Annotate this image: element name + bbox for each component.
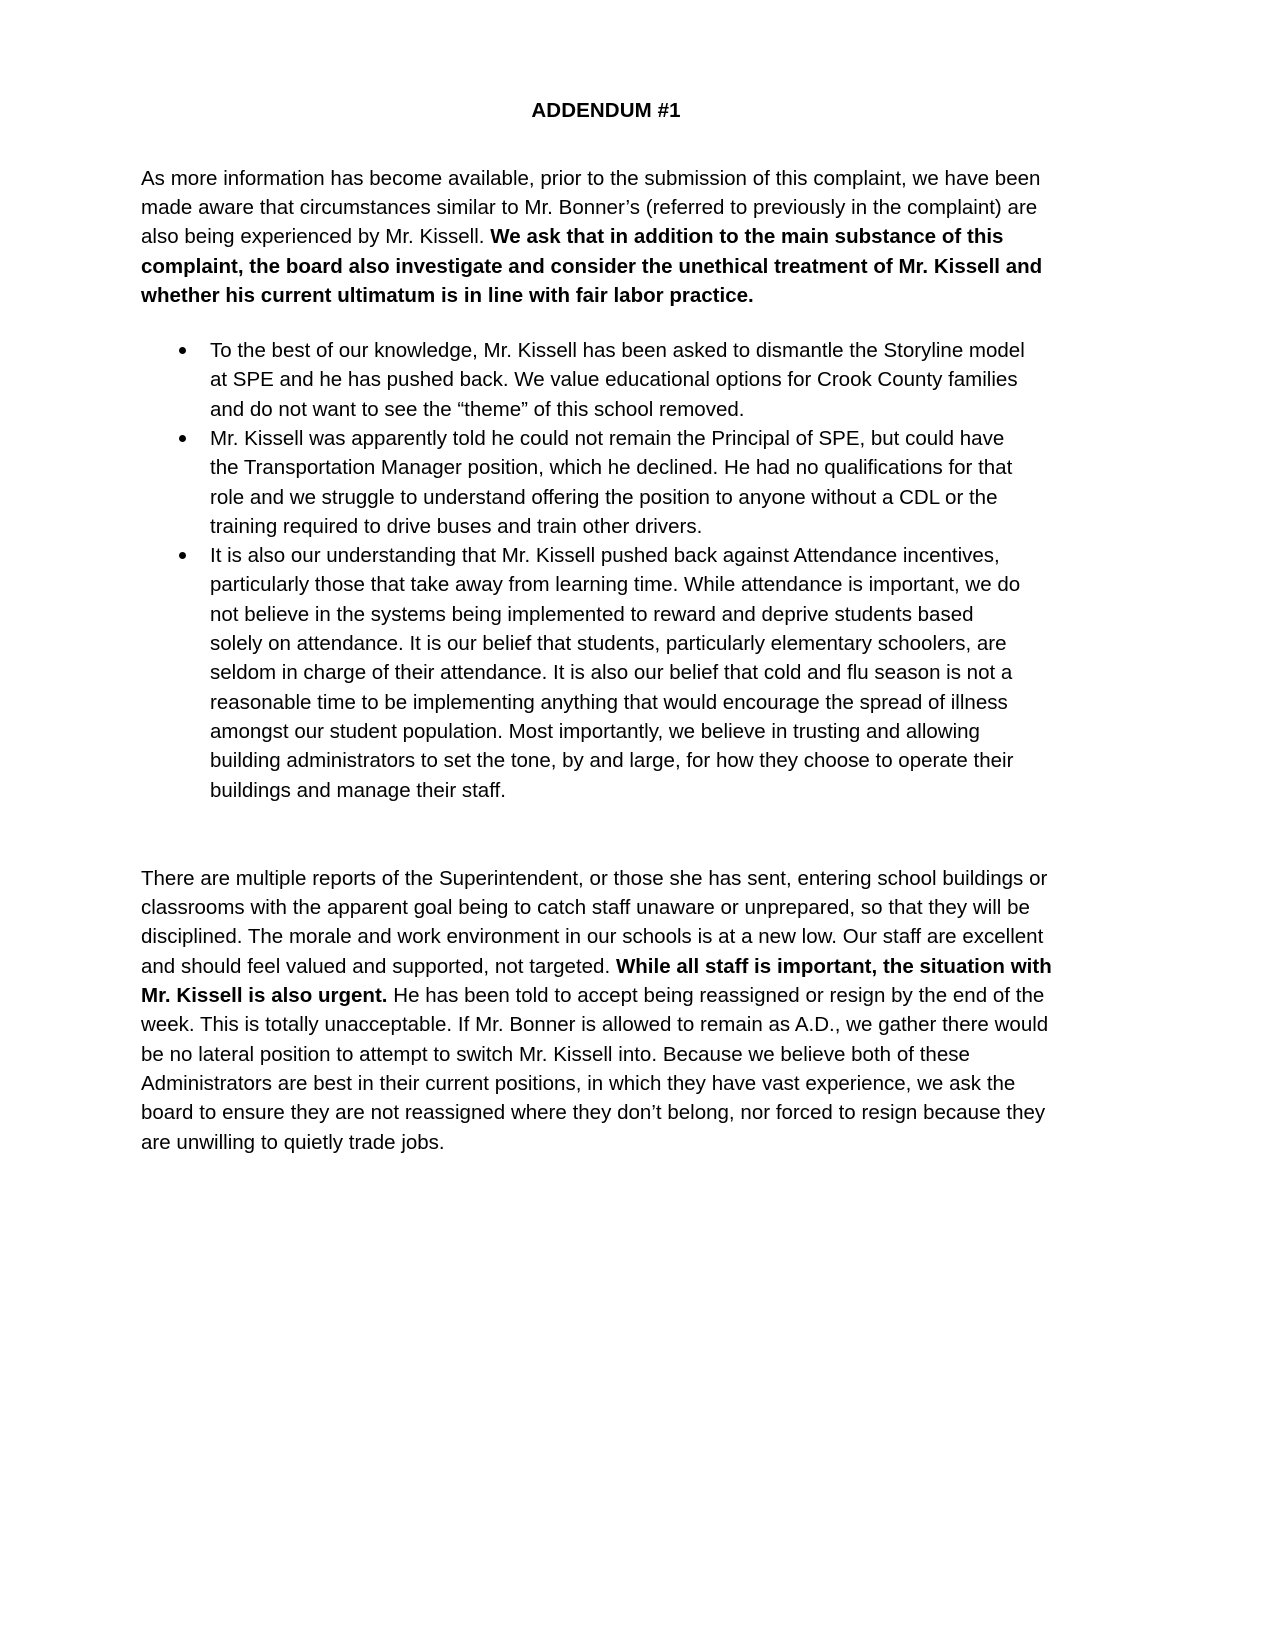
closing-paragraph-bold-urgent: While all staff is important, the situation with Mr. Kissell is also urgent. <box>141 954 1052 1008</box>
closing-paragraph-text-2: He has been told to accept being reassigned or resign by the end of the week. This is totally unacceptable. If Mr. Bonner is allowed to remain as A.D., we gather there would be no lateral position to attempt to switch Mr. Kissell into. Because we believe both of these Administrators are best in their current positions, in which they have vast experience, we ask the board to ensure they are not reassigned where they don’t belong, nor forced to resign because they are unwilling to quietly trade jobs. <box>141 984 1049 1154</box>
list-item-text: It is also our understanding that Mr. Kissell pushed back against Attendance incentives, particularly those that take away from learning time. While attendance is important, we do not believe in the systems being implemented to reward and deprive students based solely on attendance. It is our belief that students, particularly elementary schoolers, are seldom in charge of their attendance. It is also our belief that cold and flu season is not a reasonable time to be implementing anything that would encourage the spread of illness amongst our student population. Most importantly, we believe in trusting and allowing building administrators to set the tone, by and large, for how they choose to operate their buildings and manage their staff. <box>210 544 1021 802</box>
intro-paragraph-bold-request: We ask that in addition to the main substance of this complaint, the board also investigate and consider the unethical treatment of Mr. Kissell and whether his current ultimatum is in line with fair labor practice. <box>141 225 1043 307</box>
intro-paragraph-text: As more information has become available, prior to the submission of this complaint, we have been made aware that circumstances similar to Mr. Bonner’s (referred to previously in the complaint) are also being experienced by Mr. Kissell. <box>141 166 1041 249</box>
list-item <box>141 541 1031 805</box>
list-item-text: Mr. Kissell was apparently told he could not remain the Principal of SPE, but could have the Transportation Manager position, which he declined. He had no qualifications for that role and we struggle to understand offering the position to anyone without a CDL or the training required to drive buses and train other drivers. <box>210 427 1013 538</box>
bullet-dot-icon <box>179 435 186 442</box>
list-item <box>141 424 1031 541</box>
closing-paragraph-text-1: There are multiple reports of the Superintendent, or those she has sent, entering school buildings or classrooms with the apparent goal being to catch staff unaware or unprepared, so that they will be disciplined. The morale and work environment in our schools is at a new low. Our staff are excellent and should feel valued and supported, not targeted. <box>141 866 1048 978</box>
document-body <box>141 0 1071 1157</box>
list-item <box>141 336 1031 424</box>
list-item-text: To the best of our knowledge, Mr. Kissell has been asked to dismantle the Storyline model at SPE and he has pushed back. We value educational options for Crook County families and do not want to see the “theme” of this school removed. <box>210 339 1025 421</box>
closing-paragraph <box>141 864 1071 1157</box>
bullet-dot-icon <box>179 552 186 559</box>
concerns-bullet-list <box>141 336 1071 805</box>
list-paragraph-spacer <box>141 805 1071 834</box>
page-title: ADDENDUM #1 <box>531 99 681 122</box>
intro-paragraph <box>141 164 1071 310</box>
bullet-dot-icon <box>179 347 186 354</box>
